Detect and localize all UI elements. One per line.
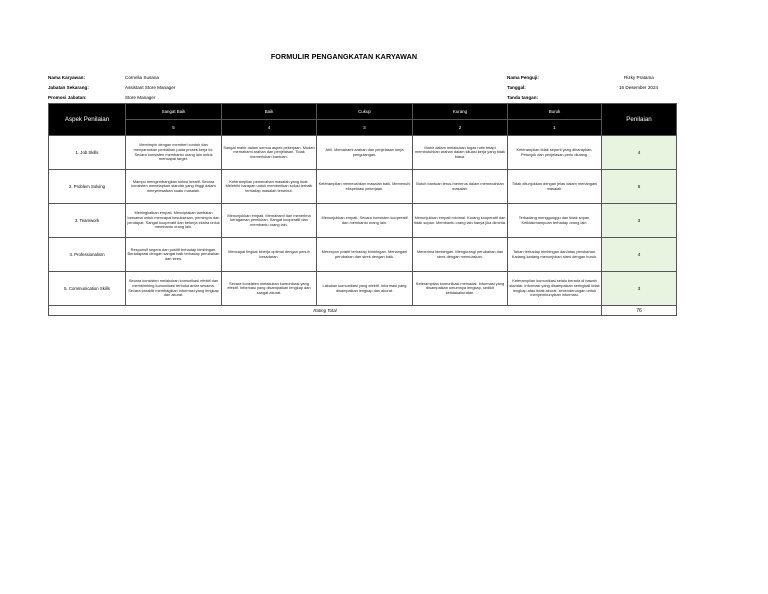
description-cell: Keterampilan memecahkan masalah baik. Memenuhi ekspektasi pekerjaan.: [317, 170, 413, 204]
employee-name-value: Cornelia Susana: [125, 75, 159, 80]
score-cell[interactable]: 3: [602, 204, 677, 238]
total-row: [49, 306, 677, 316]
description-cell: Secara konsisten melakukan komunikasi efektif dan membimbing komunikasi terbuka antar sesama. Secara proaktif membagikan informasi yang lengkap dan akurat.: [126, 272, 222, 306]
description-cell: Ahli. Memahami arahan dan penjelasan kerja pengulangan.: [317, 136, 413, 170]
assessment-table: [48, 103, 677, 316]
description-cell: Merespon positif terhadap bimbingan. Menangani perubahan dan stres dengan baik.: [317, 238, 413, 272]
score-cell[interactable]: 3: [602, 272, 677, 306]
form-title: FORMULIR PENGANGKATAN KARYAWAN: [270, 52, 418, 61]
score-cell[interactable]: 4: [602, 238, 677, 272]
description-cell: Tidak ditunjukkan dengan jelas dalam menangani masalah.: [508, 170, 602, 204]
description-cell: Lakukan komunikasi yang efektif. Informasi yang disampaikan lengkap dan akurat.: [317, 272, 413, 306]
level-name-3: Cukup: [317, 104, 413, 120]
description-cell: Secara konsisten melakukan komunikasi yang efektif. Informasi yang disampaikan lengkap dan sangat akurat.: [222, 272, 317, 306]
promotion-value: Store Manager: [125, 95, 156, 100]
current-position-value: Assistant Store Manager: [125, 85, 176, 90]
level-score-2: 2: [413, 120, 508, 136]
rating-total-label: Rating Total: [49, 306, 602, 316]
table-row: [49, 170, 677, 204]
level-name-2: Kurang: [413, 104, 508, 120]
description-cell: Memimpin dengan memberi contoh dan menyarankan perbaikan pada proses kerja ini. Secara konsisten membantu orang lain untuk mencapai target.: [126, 136, 222, 170]
aspect-job-skills: 1. Job Skills: [49, 136, 126, 170]
table-row: [49, 136, 677, 170]
table-row: [49, 272, 677, 306]
date-label: Tanggal:: [507, 85, 526, 90]
aspect-header: Aspek Penilaian: [49, 104, 126, 136]
examiner-name-label: Nama Penguji:: [507, 75, 539, 80]
level-score-4: 4: [222, 120, 317, 136]
signature-label: Tanda tangan:: [507, 95, 539, 100]
description-cell: Meningkatkan empati. Menciptakan lambaian bersama untuk mencapai kesuksesan, pemimpin dan pendapat. Sangat kooperatif dan bekerja ekstra untuk membantu orang lain.: [126, 204, 222, 238]
promotion-label: Promosi Jabatan:: [48, 95, 87, 100]
description-cell: Mencapai tingkat kinerja optimal dengan penuh kesadaran.: [222, 238, 317, 272]
table-row: [49, 204, 677, 238]
employee-name-label: Nama Karyawan:: [48, 75, 86, 80]
description-cell: Mampu mengembangkan solusi kreatif. Secara konsisten menetapkan standar yang tinggi dalam menyelesaikan suatu masalah.: [126, 170, 222, 204]
score-header: Penilaian: [602, 104, 677, 136]
description-cell: Menunjukkan empati minimal. Kurang kooperatif dan tidak sopan. Membantu orang lain hanya jika diminta.: [413, 204, 508, 238]
description-cell: Keterampilan komunikasi memadai. Informasi yang disampaikan umumnya lengkap, sedikit ketidakakuratan.: [413, 272, 508, 306]
aspect-communication-skills: 5. Communication Skills: [49, 272, 126, 306]
level-score-3: 3: [317, 120, 413, 136]
examiner-name-value: Rizky Pratama: [624, 75, 654, 80]
description-cell: Keterampilan pemecahan masalah yang kuat. Melebihi harapan untuk memberikan solusi terbaik terhadap masalah tersebut.: [222, 170, 317, 204]
description-cell: Butuh bantuan terus-menerus dalam memecahkan masalah.: [413, 170, 508, 204]
aspect-problem-solving: 2. Problem Solving: [49, 170, 126, 204]
current-position-label: Jabatan Sekarang:: [48, 85, 89, 90]
score-cell[interactable]: 5: [602, 170, 677, 204]
rating-total-value: 76: [602, 306, 677, 316]
description-cell: Menerima bimbingan. Mengurangi perubahan dan stres dengan memuaskan.: [413, 238, 508, 272]
description-cell: Menunjukkan empati. Memahami dan menerima keragaman pemikiran. Sangat kooperatif dan membantu orang lain.: [222, 204, 317, 238]
level-score-1: 1: [508, 120, 602, 136]
aspect-professionalism: 4. Professionalism: [49, 238, 126, 272]
table-row: [49, 238, 677, 272]
level-name-1: Buruk: [508, 104, 602, 120]
description-cell: Menunjukkan empati. Secara konsisten kooperatif dan membantu orang lain.: [317, 204, 413, 238]
level-name-5: Sangat Baik: [126, 104, 222, 120]
date-value: 16 Desember 2024: [619, 85, 659, 90]
description-cell: Tahan terhadap bimbingan dan/atau perubahan. Kadang-kadang menunjukan stres dengan buruk.: [508, 238, 602, 272]
description-cell: Sangat mahir dalam semua aspek pekerjaan. Mudah memahami arahan dan penjelasan. Tidak memerlukan bantuan.: [222, 136, 317, 170]
description-cell: Mahir dalam melakukan tugas rutin tetapi membutuhkan arahan dalam situasi kerja yang tidak biasa.: [413, 136, 508, 170]
level-score-5: 5: [126, 120, 222, 136]
description-cell: Terkadang menggunggu dan tidak sopan. Ketidakmampuan terhadap orang lain.: [508, 204, 602, 238]
score-cell[interactable]: 4: [602, 136, 677, 170]
description-cell: Keterampilan tidak seperti yang diharapkan. Petunjuk dan penjelasan perlu diulang.: [508, 136, 602, 170]
aspect-teamwork: 3. Teamwork: [49, 204, 126, 238]
level-name-4: Baik: [222, 104, 317, 120]
description-cell: Responsif segera dan positif terhadap bimbingan. Beradaptasi dengan sangat baik terhadap perubahan dan stres.: [126, 238, 222, 272]
description-cell: Keterampilan komunikasi selalu berada di bawah standar. Informasi yang disampaikan seringkali tidak lengkap atau tidak akurat. kecenderungan untuk menyembunyikan informasi.: [508, 272, 602, 306]
